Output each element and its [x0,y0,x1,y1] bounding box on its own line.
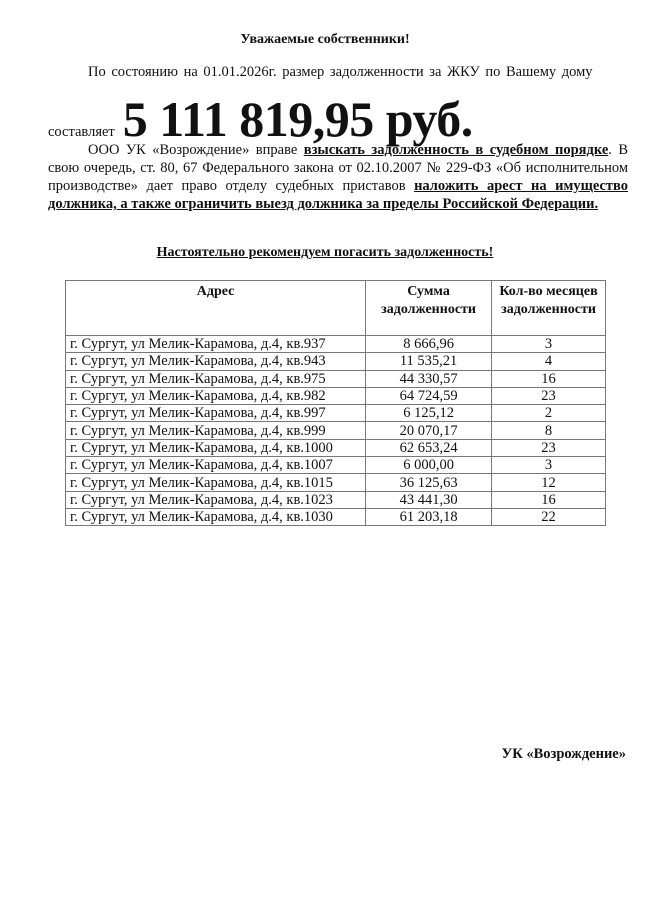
cell-address: г. Сургут, ул Мелик-Карамова, д.4, кв.999 [66,422,366,439]
cell-amount: 64 724,59 [366,387,492,404]
recommendation-heading: Настоятельно рекомендуем погасить задолженность! [156,245,494,260]
cell-address: г. Сургут, ул Мелик-Карамова, д.4, кв.1030 [66,508,366,525]
table-row [66,353,606,370]
cell-months: 22 [492,508,606,525]
cell-months: 16 [492,370,606,387]
cell-address: г. Сургут, ул Мелик-Карамова, д.4, кв.1007 [66,457,366,474]
cell-amount: 62 653,24 [366,439,492,456]
paragraph-text-1: ООО УК «Возрождение» вправе [88,142,304,158]
table-row [66,370,606,387]
cell-amount: 44 330,57 [366,370,492,387]
header-address: Адрес [66,281,366,336]
paragraph-text-2: . В свою очередь, ст. 80, 67 Федерального закона от 02.10.2007 № 229-ФЗ «Об исполнительном производстве» дает право отделу судебных приставов [48,142,629,194]
table-row [66,474,606,491]
cell-months: 3 [492,336,606,353]
legal-paragraph [48,141,628,213]
total-debt-amount: 5 111 819,95 руб. [122,91,473,147]
table-row [66,336,606,353]
cell-address: г. Сургут, ул Мелик-Карамова, д.4, кв.975 [66,370,366,387]
cell-months: 16 [492,491,606,508]
cell-address: г. Сургут, ул Мелик-Карамова, д.4, кв.1015 [66,474,366,491]
cell-address: г. Сургут, ул Мелик-Карамова, д.4, кв.1000 [66,439,366,456]
cell-address: г. Сургут, ул Мелик-Карамова, д.4, кв.1023 [66,491,366,508]
cell-amount: 11 535,21 [366,353,492,370]
cell-amount: 8 666,96 [366,336,492,353]
intro-text: По состоянию на 01.01.2026г. размер задолженности за ЖКУ по Вашему дому [88,64,593,80]
total-debt-line [48,90,473,148]
cell-months: 2 [492,405,606,422]
table-row [66,457,606,474]
table-row [66,508,606,525]
greeting-heading: Уважаемые собственники! [240,32,410,47]
cell-months: 3 [492,457,606,474]
cell-amount: 20 070,17 [366,422,492,439]
table-row [66,422,606,439]
cell-amount: 6 000,00 [366,457,492,474]
cell-amount: 36 125,63 [366,474,492,491]
amount-prefix: составляет [48,124,115,140]
debt-table [65,280,606,526]
cell-amount: 43 441,30 [366,491,492,508]
cell-address: г. Сургут, ул Мелик-Карамова, д.4, кв.937 [66,336,366,353]
cell-address: г. Сургут, ул Мелик-Карамова, д.4, кв.997 [66,405,366,422]
table-header-row [66,281,606,336]
cell-months: 8 [492,422,606,439]
cell-amount: 61 203,18 [366,508,492,525]
paragraph-emphasis-2: наложить арест на имущество должника, а также ограничить выезд должника за пределы Российской Федерации. [48,178,628,212]
cell-months: 4 [492,353,606,370]
cell-address: г. Сургут, ул Мелик-Карамова, д.4, кв.943 [66,353,366,370]
signature: УК «Возрождение» [501,746,626,762]
table-row [66,387,606,404]
cell-months: 23 [492,387,606,404]
table-row [66,439,606,456]
table-row [66,405,606,422]
cell-amount: 6 125,12 [366,405,492,422]
cell-months: 23 [492,439,606,456]
cell-address: г. Сургут, ул Мелик-Карамова, д.4, кв.982 [66,387,366,404]
header-months: Кол-во месяцев задолженности [492,281,606,336]
table-row [66,491,606,508]
cell-months: 12 [492,474,606,491]
header-amount: Сумма задолженности [366,281,492,336]
paragraph-emphasis-1: взыскать задолженность в судебном порядке [303,142,609,158]
